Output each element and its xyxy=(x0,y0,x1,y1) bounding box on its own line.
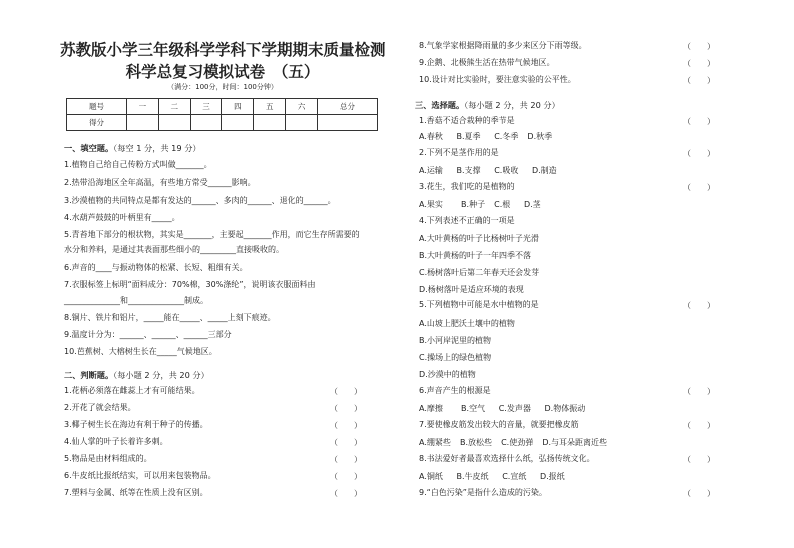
answer-paren[interactable]: （ ） xyxy=(683,421,715,430)
score-input-cell[interactable] xyxy=(254,115,286,131)
answer-paren[interactable]: （ ） xyxy=(683,455,715,464)
option[interactable]: B.种子 xyxy=(461,200,486,209)
answer-paren[interactable]: （ ） xyxy=(683,183,715,192)
exam-title: 苏教版小学三年级科学学科下学期期末质量检测 xyxy=(60,41,386,59)
score-cell: 四 xyxy=(222,99,254,115)
option[interactable]: D.秋季 xyxy=(527,132,553,141)
choice-options xyxy=(419,165,557,176)
choice-question: 1.香菇不适合栽种的季节是 xyxy=(419,116,515,125)
score-cell: 一 xyxy=(126,99,158,115)
score-table-header-row xyxy=(67,99,378,115)
judge-item: 3.椰子树生长在海边有利于种子的传播。 xyxy=(64,420,208,429)
score-cell: 总分 xyxy=(318,99,378,115)
fill-item: 2.热带沿海地区全年高温，有些地方常受______影响。 xyxy=(64,178,256,187)
choice-options xyxy=(419,131,552,142)
option[interactable]: B.小河岸泥里的植物 xyxy=(419,336,492,345)
choice-question: 9.“白色污染”是指什么造成的污染。 xyxy=(419,488,547,497)
option[interactable]: D.物体振动 xyxy=(544,404,586,413)
score-table-score-row xyxy=(67,115,378,131)
choice-options xyxy=(419,437,607,448)
score-cell: 六 xyxy=(286,99,318,115)
judge-item: 1.花柄必须落在雌蕊上才有可能结果。 xyxy=(64,386,200,395)
exam-subtitle: 科学总复习模拟试卷 （五） xyxy=(125,63,320,81)
judge-item: 6.牛皮纸比报纸结实，可以用来包装物品。 xyxy=(64,471,216,480)
option[interactable]: C.吸收 xyxy=(494,166,519,175)
fill-item: 9.温度计分为：______、______、______三部分 xyxy=(64,330,232,339)
answer-paren[interactable]: （ ） xyxy=(330,421,362,430)
option[interactable]: A.铜纸 xyxy=(419,472,443,481)
option[interactable]: C.冬季 xyxy=(494,132,519,141)
option[interactable]: D.制造 xyxy=(531,166,557,175)
choice-question: 8.书法爱好者最喜欢选择什么纸，弘扬传统文化。 xyxy=(419,454,595,463)
option[interactable]: C.使劲弹 xyxy=(501,438,534,447)
answer-paren[interactable]: （ ） xyxy=(683,301,715,310)
option[interactable]: B.空气 xyxy=(461,404,486,413)
fill-item: 3.沙漠植物的共同特点是都有发达的______、多肉的______、退化的______。 xyxy=(64,196,336,205)
score-input-cell[interactable] xyxy=(126,115,158,131)
option[interactable]: A.山坡上肥沃土壤中的植物 xyxy=(419,319,515,328)
answer-paren[interactable]: （ ） xyxy=(683,149,715,158)
answer-paren[interactable]: （ ） xyxy=(330,387,362,396)
choice-options xyxy=(419,471,565,482)
option[interactable]: B.支撑 xyxy=(456,166,481,175)
option[interactable]: A.大叶黄杨的叶子比杨树叶子光滑 xyxy=(419,234,539,243)
answer-paren[interactable]: （ ） xyxy=(683,117,715,126)
score-input-cell[interactable] xyxy=(158,115,190,131)
answer-paren[interactable]: （ ） xyxy=(683,59,715,68)
option[interactable]: C.根 xyxy=(494,200,511,209)
choice-section-heading: 三、选择题。（每小题 2 分，共 20 分） xyxy=(415,100,560,110)
score-input-cell[interactable] xyxy=(222,115,254,131)
score-input-cell[interactable] xyxy=(318,115,378,131)
option[interactable]: D.报纸 xyxy=(539,472,565,481)
fill-item: 4.水葫芦鼓鼓的叶柄里有_____。 xyxy=(64,213,180,222)
option[interactable]: D.沙漠中的植物 xyxy=(419,370,476,379)
score-cell: 三 xyxy=(190,99,222,115)
option[interactable]: D.杨树落叶是适应环境的表现 xyxy=(419,285,524,294)
option[interactable]: A.果实 xyxy=(419,200,443,209)
judge-item: 8.气象学家根据降雨量的多少来区分下雨等级。 xyxy=(419,41,587,50)
answer-paren[interactable]: （ ） xyxy=(330,404,362,413)
option[interactable]: D.茎 xyxy=(523,200,541,209)
judge-item: 5.物品是由材料组成的。 xyxy=(64,454,152,463)
option[interactable]: B.大叶黄杨的叶子一年四季不落 xyxy=(419,251,532,260)
option[interactable]: C.杨树落叶后第二年春天还会发芽 xyxy=(419,268,540,277)
answer-paren[interactable]: （ ） xyxy=(330,489,362,498)
fill-item: 10.芭蕉树、大榕树生长在_____气候地区。 xyxy=(64,347,217,356)
option[interactable]: C.宣纸 xyxy=(502,472,527,481)
fill-item: 5.青苔地下部分的根状物，其实是_______，主要起_______作用，而它生存所需要的 xyxy=(64,230,360,239)
score-cell: 五 xyxy=(254,99,286,115)
answer-paren[interactable]: （ ） xyxy=(683,387,715,396)
choice-options xyxy=(419,199,541,210)
judge-item: 4.仙人掌的叶子长着许多刺。 xyxy=(64,437,168,446)
fill-item: 1.植物自己给自己传粉方式叫做_______。 xyxy=(64,160,212,169)
judge-item: 9.企鹅、北极熊生活在热带气候地区。 xyxy=(419,58,555,67)
option[interactable]: C.操场上的绿色植物 xyxy=(419,353,492,362)
score-input-cell[interactable] xyxy=(190,115,222,131)
answer-paren[interactable]: （ ） xyxy=(683,76,715,85)
choice-question: 6.声音产生的根源是 xyxy=(419,386,491,395)
option[interactable]: A.绷紧些 xyxy=(419,438,451,447)
option[interactable]: B.牛皮纸 xyxy=(456,472,489,481)
option[interactable]: A.运输 xyxy=(419,166,443,175)
fill-section-heading: 一、填空题。（每空 1 分，共 19 分） xyxy=(64,143,201,153)
score-table xyxy=(66,98,378,131)
fill-item: 6.声音的____与振动物体的松紧、长短、粗细有关。 xyxy=(64,263,248,272)
choice-question: 7.要使橡皮筋发出较大的音量，就要把橡皮筋 xyxy=(419,420,579,429)
score-input-cell[interactable] xyxy=(286,115,318,131)
score-cell: 题号 xyxy=(67,99,127,115)
option[interactable]: D.与耳朵距离近些 xyxy=(542,438,608,447)
option[interactable]: A.春秋 xyxy=(419,132,443,141)
fill-item: 7.衣服标签上标明“面料成分：70%棉，30%涤纶”，说明该衣服面料由 xyxy=(64,280,316,289)
answer-paren[interactable]: （ ） xyxy=(330,472,362,481)
option[interactable]: B.放松些 xyxy=(459,438,492,447)
option[interactable]: C.发声器 xyxy=(498,404,531,413)
fill-item: ______________和______________制成。 xyxy=(64,296,208,305)
fill-item: 水分和养料，是通过其表面那些细小的_________直接吸收的。 xyxy=(64,245,284,254)
choice-question: 2.下列不是茎作用的是 xyxy=(419,148,499,157)
exam-info: （满分：100分，时间：100分钟） xyxy=(167,83,278,91)
judge-item: 10.设计对比实验时，要注意实验的公平性。 xyxy=(419,75,576,84)
choice-question: 4.下列表述不正确的一项是 xyxy=(419,216,515,225)
choice-question: 5.下列植物中可能是水中植物的是 xyxy=(419,300,539,309)
fill-item: 8.铜片、铁片和铝片，_____能在_____、_____上刻下痕迹。 xyxy=(64,313,276,322)
judge-section-heading: 二、判断题。（每小题 2 分，共 20 分） xyxy=(64,370,209,380)
option[interactable]: B.夏季 xyxy=(456,132,481,141)
judge-item: 2.开花了就会结果。 xyxy=(64,403,136,412)
answer-paren[interactable]: （ ） xyxy=(330,455,362,464)
score-cell: 二 xyxy=(158,99,190,115)
choice-options xyxy=(419,403,585,414)
answer-paren[interactable]: （ ） xyxy=(683,489,715,498)
choice-question: 3.花生，我们吃的是植物的 xyxy=(419,182,515,191)
answer-paren[interactable]: （ ） xyxy=(330,438,362,447)
judge-item: 7.塑料与金属、纸等在性质上没有区别。 xyxy=(64,488,208,497)
option[interactable]: A.摩擦 xyxy=(419,404,443,413)
answer-paren[interactable]: （ ） xyxy=(683,42,715,51)
score-cell: 得分 xyxy=(67,115,127,131)
